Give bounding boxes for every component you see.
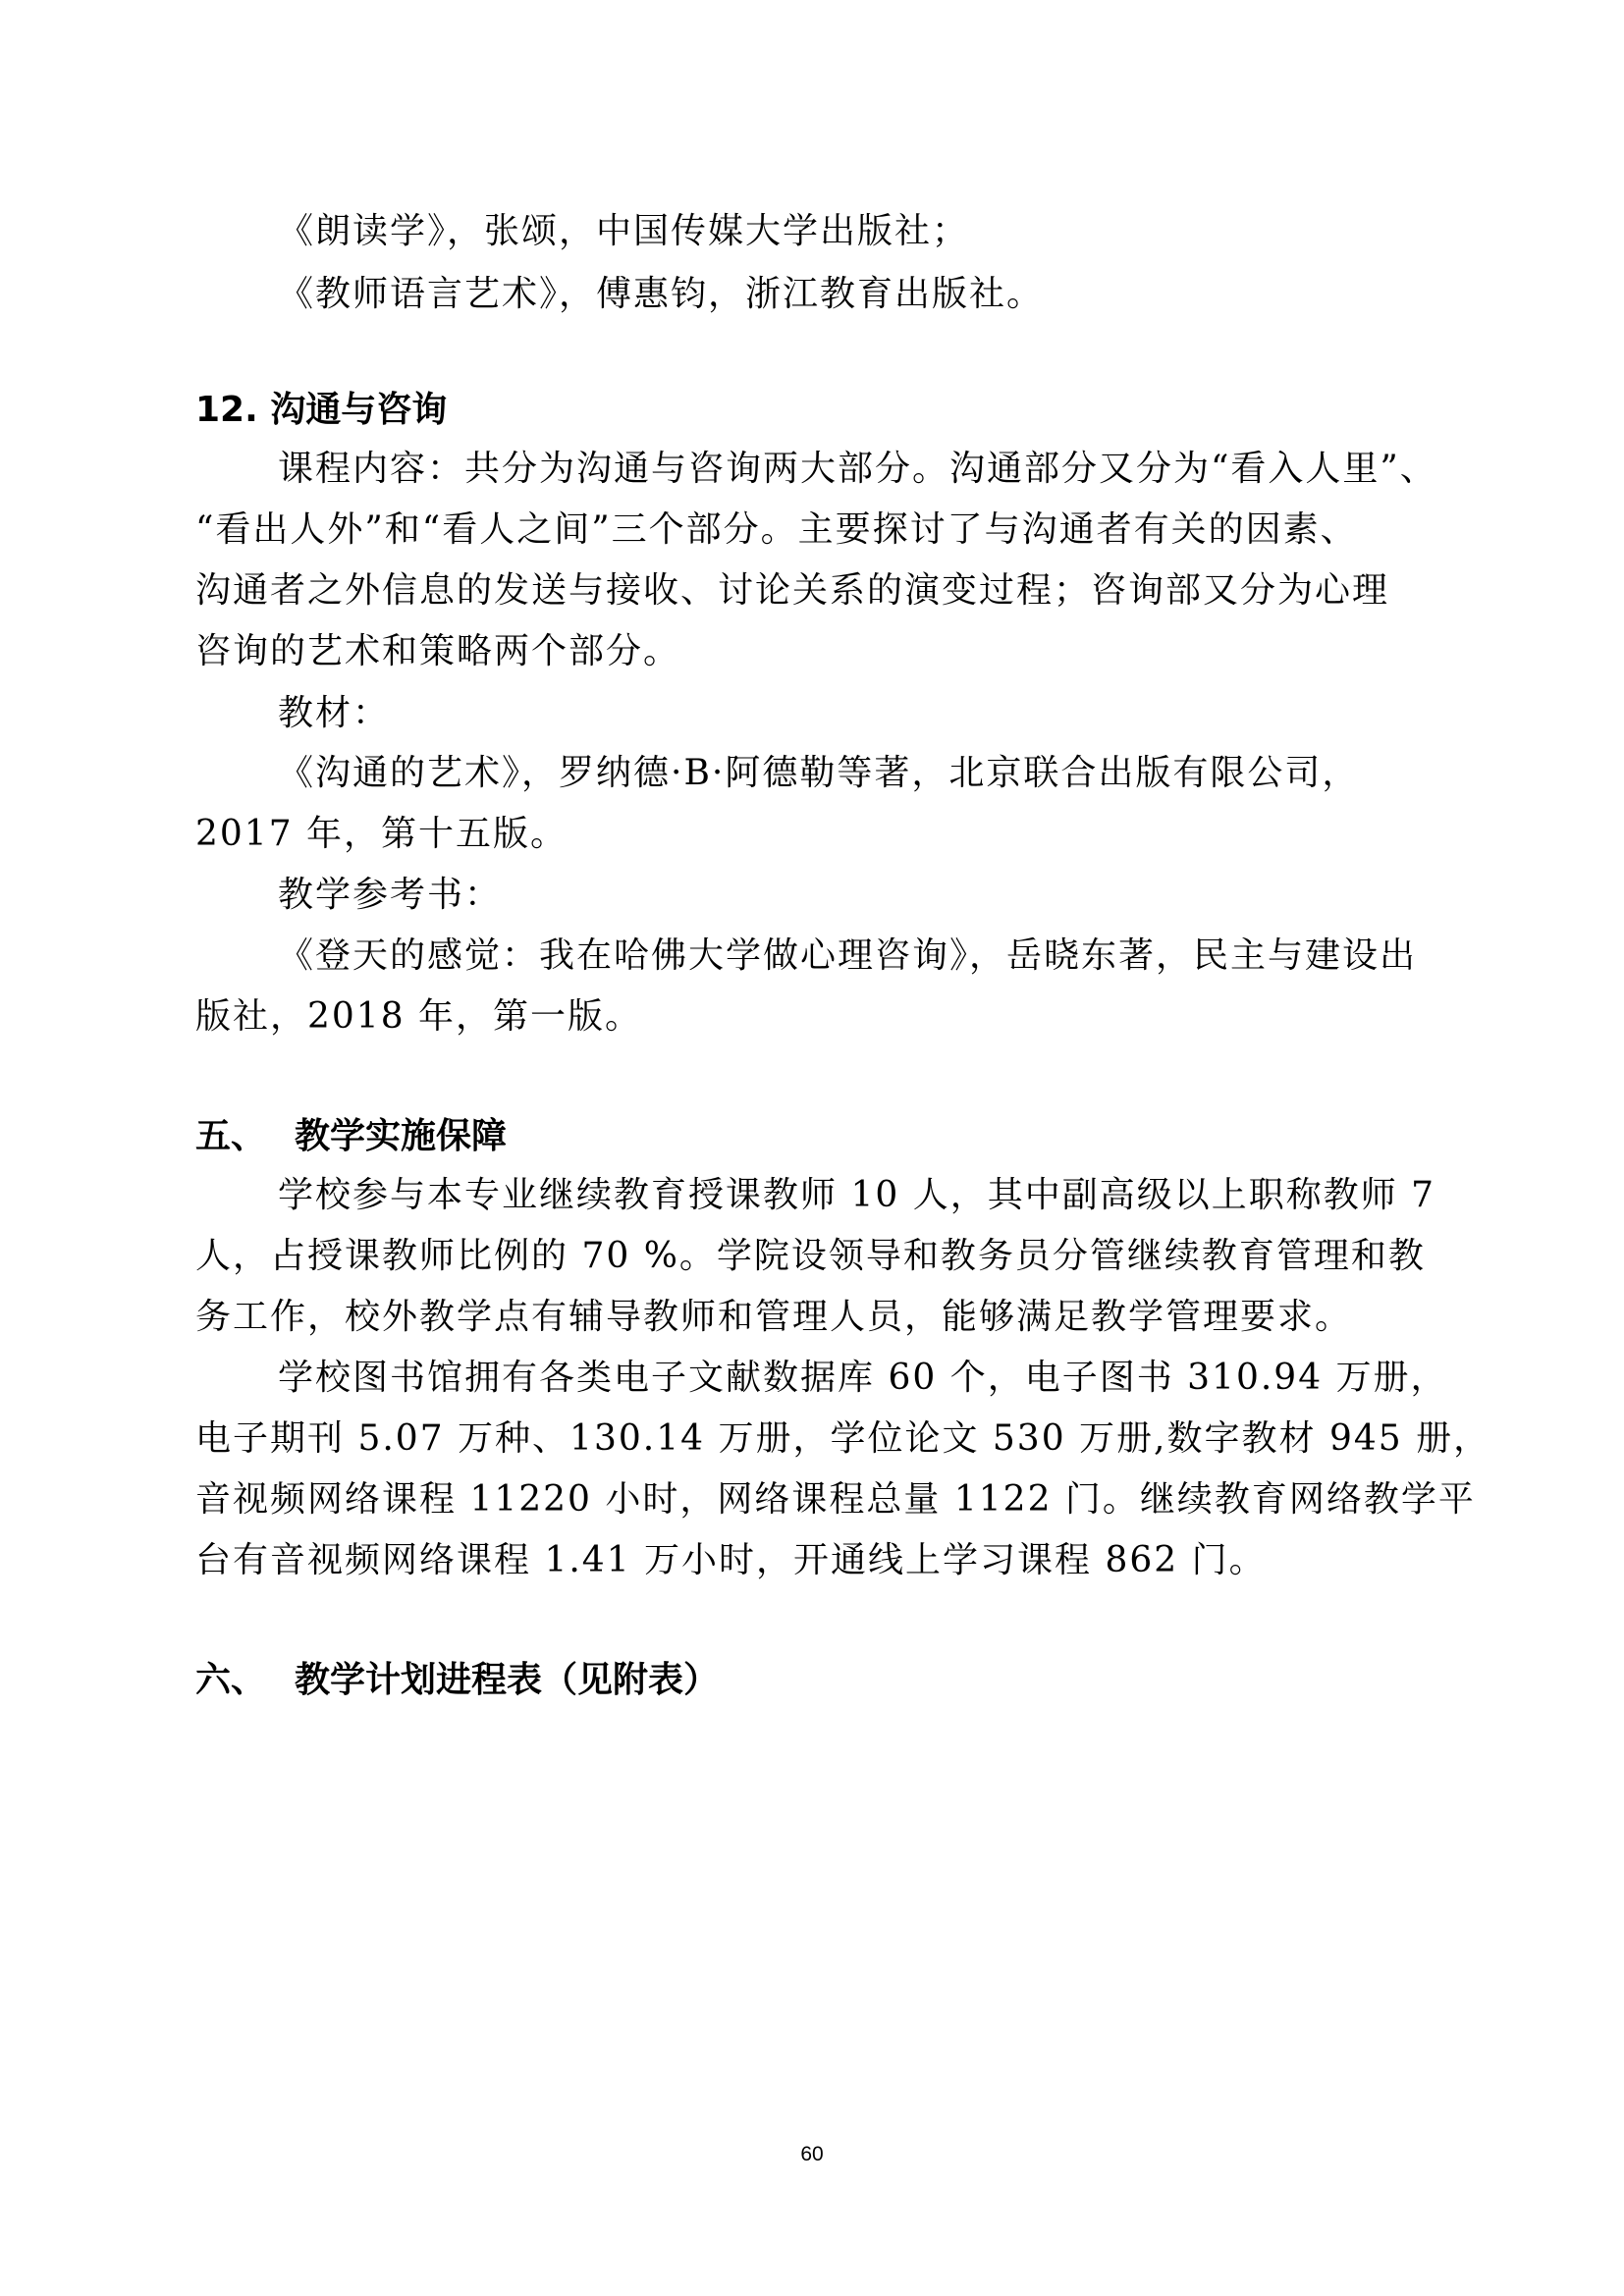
paragraph-line: 音视频网络课程 11220 小时，网络课程总量 1122 门。继续教育网络教学平 bbox=[195, 1479, 1476, 1520]
paragraph-line: 台有音视频网络课程 1.41 万小时，开通线上学习课程 862 门。 bbox=[195, 1540, 1267, 1580]
course-content-line: 课程内容：共分为沟通与咨询两大部分。沟通部分又分为“看入人里”、 bbox=[278, 449, 1437, 489]
course-content-line: 沟通者之外信息的发送与接收、讨论关系的演变过程；咨询部又分为心理 bbox=[195, 570, 1390, 611]
reference-line: 《教师语言艺术》，傅惠钧，浙江教育出版社。 bbox=[278, 274, 1045, 314]
textbook-label: 教材： bbox=[278, 693, 391, 733]
textbook-line: 2017 年，第十五版。 bbox=[195, 814, 568, 854]
textbook-line: 《沟通的艺术》，罗纳德·B·阿德勒等著，北京联合出版有限公司， bbox=[278, 753, 1360, 793]
section-title: 教学计划进程表（见附表） bbox=[295, 1660, 720, 1700]
reference-book-line: 《登天的感觉：我在哈佛大学做心理咨询》，岳晓东著，民主与建设出 bbox=[278, 935, 1418, 976]
reference-book-line: 版社，2018 年，第一版。 bbox=[195, 996, 643, 1037]
reference-book-label: 教学参考书： bbox=[278, 875, 503, 915]
course-content-line: “看出人外”和“看人之间”三个部分。主要探讨了与沟通者有关的因素、 bbox=[195, 509, 1358, 550]
section-number: 五、 bbox=[195, 1116, 267, 1156]
paragraph-line: 电子期刊 5.07 万种、130.14 万册，学位论文 530 万册,数字教材 945 册， bbox=[195, 1418, 1491, 1459]
course-heading: 12. 沟通与咨询 bbox=[195, 390, 448, 430]
section-number: 六、 bbox=[195, 1660, 267, 1700]
paragraph-line: 人，占授课教师比例的 70 %。学院设领导和教务员分管继续教育管理和教 bbox=[195, 1236, 1426, 1276]
paragraph-line: 学校参与本专业继续教育授课教师 10 人，其中副高级以上职称教师 7 bbox=[278, 1175, 1436, 1215]
paragraph-line: 学校图书馆拥有各类电子文献数据库 60 个，电子图书 310.94 万册， bbox=[278, 1358, 1448, 1398]
paragraph-line: 务工作，校外教学点有辅导教师和管理人员，能够满足教学管理要求。 bbox=[195, 1297, 1353, 1337]
section-title: 教学实施保障 bbox=[295, 1116, 508, 1156]
reference-line: 《朗读学》，张颂，中国传媒大学出版社； bbox=[278, 211, 970, 251]
page-number: 60 bbox=[800, 2143, 824, 2165]
course-content-line: 咨询的艺术和策略两个部分。 bbox=[195, 631, 681, 671]
